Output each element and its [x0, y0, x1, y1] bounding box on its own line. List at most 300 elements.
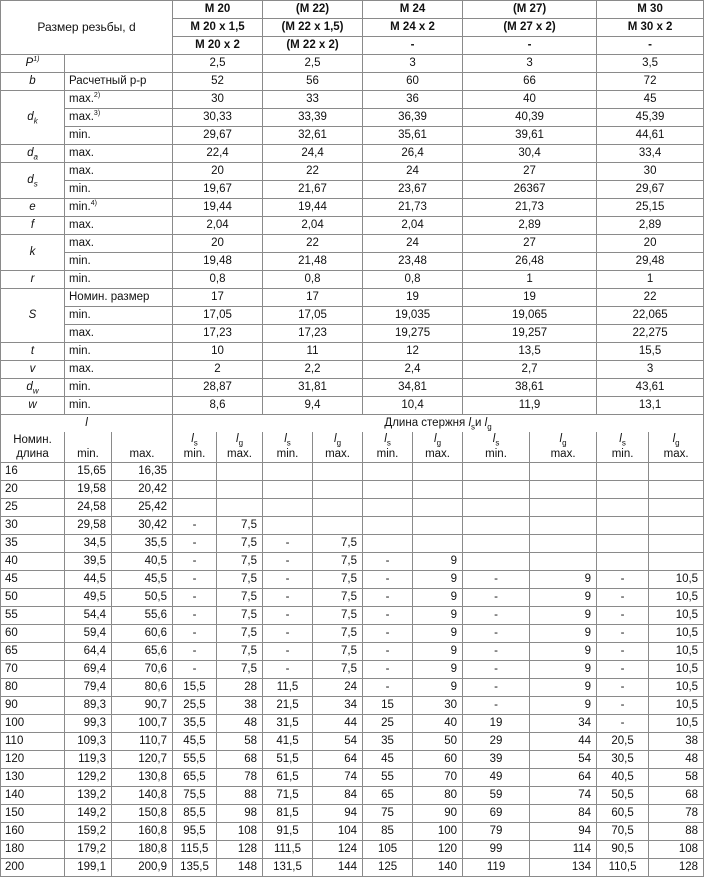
param-value: 2,2 [263, 361, 363, 379]
ls-min-value: 131,5 [263, 859, 313, 877]
size-col-4-r1: (M 27) [463, 1, 597, 19]
lg-max-value: 7,5 [217, 589, 263, 607]
ls-min-value: - [263, 643, 313, 661]
lg-max-value: 7,5 [217, 553, 263, 571]
nominal-length: 45 [1, 571, 65, 589]
param-symbol-text: b [29, 75, 36, 87]
param-value: 26,48 [463, 253, 597, 271]
param-desc [65, 325, 173, 343]
param-symbol-text: S [28, 309, 37, 321]
length-min: 89,3 [65, 697, 112, 715]
ls-min-value [463, 481, 530, 499]
ls-min-value: - [263, 589, 313, 607]
nominal-length: 20 [1, 481, 65, 499]
length-row [1, 733, 704, 751]
param-desc [65, 343, 173, 361]
ls-min-value: - [173, 535, 217, 553]
length-max-header: max. [112, 432, 173, 463]
length-max: 110,7 [112, 733, 173, 751]
param-row [1, 343, 704, 361]
param-desc [65, 307, 173, 325]
length-max: 70,6 [112, 661, 173, 679]
l-sub: g [562, 438, 567, 448]
param-desc-text: max. [69, 327, 94, 339]
lg-max-value: 10,5 [649, 679, 704, 697]
param-desc-sup: 4) [90, 200, 97, 208]
ls-min-value: - [263, 607, 313, 625]
param-desc [65, 181, 173, 199]
lg-max-value: 10,5 [649, 607, 704, 625]
limit-label: min. [183, 448, 206, 460]
param-value: 2,89 [463, 217, 597, 235]
ls-min-value: 91,5 [263, 823, 313, 841]
length-min: 199,1 [65, 859, 112, 877]
lg-max-value: 24 [313, 679, 363, 697]
ls-min-value: 70,5 [597, 823, 649, 841]
ls-min-value: 60,5 [597, 805, 649, 823]
l-sub: s [495, 438, 500, 448]
lg-max-value: 140 [413, 859, 463, 877]
param-value: 10,4 [363, 397, 463, 415]
param-value: 13,1 [597, 397, 704, 415]
param-value: 2,5 [173, 55, 263, 73]
ls-min-value: - [463, 661, 530, 679]
param-symbol-text: k [29, 246, 36, 258]
lg-max-value [649, 517, 704, 535]
param-value: 52 [173, 73, 263, 91]
ls-min-value [263, 517, 313, 535]
lg-max-value: 9 [530, 571, 597, 589]
param-desc-text: max. [69, 219, 94, 231]
length-max: 65,6 [112, 643, 173, 661]
l-symbol: l [334, 433, 337, 445]
param-row [1, 163, 704, 181]
lg-max-value: 64 [313, 751, 363, 769]
param-value: 17,23 [173, 325, 263, 343]
lg-max-value: 9 [530, 643, 597, 661]
lg-max-value: 84 [530, 805, 597, 823]
param-desc [65, 73, 173, 91]
param-desc-text: max. [69, 363, 94, 375]
ls-min-value: - [597, 643, 649, 661]
lg-max-value: 60 [413, 751, 463, 769]
ls-min-value: 90,5 [597, 841, 649, 859]
ls-min-value: - [463, 679, 530, 697]
param-symbol [1, 199, 65, 217]
param-row [1, 127, 704, 145]
ls-min-value [597, 517, 649, 535]
lg-max-value: 74 [313, 769, 363, 787]
param-value: 29,48 [597, 253, 704, 271]
param-value: 0,8 [363, 271, 463, 289]
length-max: 20,42 [112, 481, 173, 499]
ls-min-value [463, 553, 530, 571]
param-value: 0,8 [263, 271, 363, 289]
size-col-5-r2: M 30 x 2 [597, 19, 704, 37]
size-col-3-r3: - [363, 37, 463, 55]
param-desc [65, 271, 173, 289]
length-max: 90,7 [112, 697, 173, 715]
param-desc [65, 163, 173, 181]
param-value: 40,39 [463, 109, 597, 127]
param-value: 20 [173, 163, 263, 181]
lg-max-value: 144 [313, 859, 363, 877]
ls-min-value: 71,5 [263, 787, 313, 805]
ls-min-value: - [463, 571, 530, 589]
length-max: 55,6 [112, 607, 173, 625]
lg-max-value: 9 [530, 661, 597, 679]
l-sub: s [286, 438, 291, 448]
ls-min-value: 111,5 [263, 841, 313, 859]
size-col-2-r3: (M 22 x 2) [263, 37, 363, 55]
lg-max-value: 128 [217, 841, 263, 859]
ls-min-value: 50,5 [597, 787, 649, 805]
param-value: 19,035 [363, 307, 463, 325]
ls-min-value [173, 481, 217, 499]
ls-min-value: - [173, 553, 217, 571]
nominal-length: 160 [1, 823, 65, 841]
param-value: 24,4 [263, 145, 363, 163]
param-row [1, 253, 704, 271]
param-value: 17,23 [263, 325, 363, 343]
lg-max-value [530, 517, 597, 535]
param-value: 2,5 [263, 55, 363, 73]
lg-max-value: 9 [530, 679, 597, 697]
lg-max-value [413, 517, 463, 535]
size-col-5-r3: - [597, 37, 704, 55]
ls-min-value: 30,5 [597, 751, 649, 769]
lg-max-value: 9 [413, 661, 463, 679]
param-desc-text: max. [69, 165, 94, 177]
length-row [1, 841, 704, 859]
ls-min-value: - [463, 643, 530, 661]
param-symbol [1, 55, 65, 73]
ls-min-value: 85,5 [173, 805, 217, 823]
param-symbol-text: v [29, 363, 36, 375]
lg-max-value: 7,5 [313, 571, 363, 589]
lg-max-value: 48 [649, 751, 704, 769]
l-sub: g [336, 438, 342, 448]
ls-min-value [463, 535, 530, 553]
param-value: 23,48 [363, 253, 463, 271]
lg-max-value: 128 [649, 859, 704, 877]
param-value: 23,67 [363, 181, 463, 199]
length-row [1, 787, 704, 805]
nominal-length: 80 [1, 679, 65, 697]
param-value: 21,48 [263, 253, 363, 271]
lg-max-value [649, 499, 704, 517]
lg-max-value: 9 [413, 607, 463, 625]
param-row [1, 397, 704, 415]
ls-min-value: 99 [463, 841, 530, 859]
ls-min-value: 40,5 [597, 769, 649, 787]
length-row [1, 553, 704, 571]
lg-max-value [313, 481, 363, 499]
ls-min-value: - [363, 661, 413, 679]
limit-label: min. [376, 448, 399, 460]
param-value: 19,257 [463, 325, 597, 343]
length-max: 45,5 [112, 571, 173, 589]
ls-min-value: 29 [463, 733, 530, 751]
ls-min-value: - [597, 571, 649, 589]
lg-max-value: 48 [217, 715, 263, 733]
length-max: 40,5 [112, 553, 173, 571]
param-value: 35,61 [363, 127, 463, 145]
ls-min-value: - [263, 571, 313, 589]
param-desc-text: Номин. размер [69, 291, 150, 303]
ls-min-value: - [263, 553, 313, 571]
size-col-3-r2: M 24 x 2 [363, 19, 463, 37]
lg-max-value: 7,5 [313, 661, 363, 679]
lg-max-value: 74 [530, 787, 597, 805]
length-max: 60,6 [112, 625, 173, 643]
length-max: 130,8 [112, 769, 173, 787]
lg-max-value: 7,5 [313, 553, 363, 571]
param-value: 13,5 [463, 343, 597, 361]
ls-min-value [597, 481, 649, 499]
length-min: 44,5 [65, 571, 112, 589]
ls-min-value [597, 499, 649, 517]
size-col-1-r2: M 20 x 1,5 [173, 19, 263, 37]
l-symbol: l [619, 433, 622, 445]
l-symbol: l [284, 433, 287, 445]
param-value: 2,7 [463, 361, 597, 379]
param-value: 22,4 [173, 145, 263, 163]
param-value: 30,4 [463, 145, 597, 163]
ls-min-value [263, 463, 313, 481]
nominal-length: 50 [1, 589, 65, 607]
param-value: 38,61 [463, 379, 597, 397]
length-max: 25,42 [112, 499, 173, 517]
ls-min-value: 85 [363, 823, 413, 841]
ls-min-value: - [173, 571, 217, 589]
param-value: 12 [363, 343, 463, 361]
param-value: 28,87 [173, 379, 263, 397]
param-row [1, 73, 704, 91]
lg-max-value: 28 [217, 679, 263, 697]
lg-max-value: 9 [413, 589, 463, 607]
param-symbol-text: f [30, 219, 35, 231]
ls-min-value: 39 [463, 751, 530, 769]
param-value: 1 [597, 271, 704, 289]
shank-length-title-pre: Длина стержня [384, 417, 469, 429]
ls-header [597, 432, 649, 463]
l-sub: s [621, 438, 626, 448]
param-value: 24 [363, 235, 463, 253]
param-symbol [1, 397, 65, 415]
param-symbol [1, 217, 65, 235]
ls-min-value: - [463, 589, 530, 607]
length-min: 64,4 [65, 643, 112, 661]
l-symbol: l [236, 433, 239, 445]
param-value: 26,4 [363, 145, 463, 163]
length-min: 24,58 [65, 499, 112, 517]
param-row [1, 325, 704, 343]
thread-size-header: Размер резьбы, d [1, 1, 173, 55]
ls-min-value: 119 [463, 859, 530, 877]
length-row [1, 715, 704, 733]
lg-header [217, 432, 263, 463]
nominal-length: 65 [1, 643, 65, 661]
param-symbol-sup: 1) [33, 56, 40, 64]
param-desc-text: max. [69, 93, 94, 105]
l-symbol: l [191, 433, 194, 445]
lg-max-value: 108 [649, 841, 704, 859]
param-desc-text: min. [69, 183, 91, 195]
param-symbol [1, 73, 65, 91]
param-desc-text: min. [69, 345, 91, 357]
lg-max-value: 30 [413, 697, 463, 715]
nominal-length: 100 [1, 715, 65, 733]
param-symbol [1, 163, 65, 199]
param-desc-text: min. [69, 399, 91, 411]
lg-max-value: 9 [530, 607, 597, 625]
length-max: 120,7 [112, 751, 173, 769]
ls-min-value: - [173, 607, 217, 625]
param-value: 29,67 [173, 127, 263, 145]
ls-min-value: - [363, 625, 413, 643]
param-value: 3,5 [597, 55, 704, 73]
lg-max-value: 148 [217, 859, 263, 877]
length-min: 79,4 [65, 679, 112, 697]
param-value: 44,61 [597, 127, 704, 145]
param-value: 43,61 [597, 379, 704, 397]
ls-min-value: 15 [363, 697, 413, 715]
length-min: 129,2 [65, 769, 112, 787]
length-row [1, 463, 704, 481]
length-min: 99,3 [65, 715, 112, 733]
lg-max-value: 7,5 [217, 625, 263, 643]
size-col-3-r1: M 24 [363, 1, 463, 19]
nominal-length: 180 [1, 841, 65, 859]
lg-max-value [530, 481, 597, 499]
param-row [1, 145, 704, 163]
ls-min-value: 79 [463, 823, 530, 841]
ls-min-value: 35,5 [173, 715, 217, 733]
ls-min-value: 45,5 [173, 733, 217, 751]
param-value: 32,61 [263, 127, 363, 145]
param-value: 56 [263, 73, 363, 91]
ls-min-value: 135,5 [173, 859, 217, 877]
ls-min-value [597, 535, 649, 553]
ls-min-value [363, 463, 413, 481]
lg-max-value [413, 499, 463, 517]
param-desc-text: min. [69, 255, 91, 267]
ls-min-value [173, 463, 217, 481]
param-value: 45 [597, 91, 704, 109]
param-row [1, 361, 704, 379]
nominal-length: 25 [1, 499, 65, 517]
param-value: 0,8 [173, 271, 263, 289]
ls-min-value: - [597, 697, 649, 715]
param-value: 3 [363, 55, 463, 73]
lg-max-value: 7,5 [217, 517, 263, 535]
param-desc [65, 217, 173, 235]
lg-max-value: 94 [530, 823, 597, 841]
ls-min-value: - [363, 679, 413, 697]
param-value: 21,67 [263, 181, 363, 199]
param-value: 20 [173, 235, 263, 253]
param-desc-text: min. [69, 309, 91, 321]
param-value: 19 [463, 289, 597, 307]
param-value: 20 [597, 235, 704, 253]
param-value: 17 [173, 289, 263, 307]
length-row [1, 607, 704, 625]
param-value: 2,89 [597, 217, 704, 235]
nominal-length: 120 [1, 751, 65, 769]
ls-min-value: 21,5 [263, 697, 313, 715]
ls-min-value: - [173, 625, 217, 643]
lg-max-value: 10,5 [649, 697, 704, 715]
ls-min-value [363, 535, 413, 553]
ls-min-value: 75 [363, 805, 413, 823]
param-desc [65, 397, 173, 415]
param-value: 17,05 [263, 307, 363, 325]
length-row [1, 625, 704, 643]
lg-max-value: 7,5 [313, 607, 363, 625]
param-desc [65, 109, 173, 127]
length-min: 19,58 [65, 481, 112, 499]
lg-max-value [649, 481, 704, 499]
ls-min-value: 49 [463, 769, 530, 787]
lg-header [313, 432, 363, 463]
param-desc-text: max. [69, 111, 94, 123]
lg-max-value: 50 [413, 733, 463, 751]
lg-max-value [649, 553, 704, 571]
lg-max-value: 100 [413, 823, 463, 841]
lg-max-value: 94 [313, 805, 363, 823]
param-value: 17 [263, 289, 363, 307]
limit-label: max. [425, 448, 450, 460]
ls-min-value: 65,5 [173, 769, 217, 787]
param-value: 33,4 [597, 145, 704, 163]
param-desc [65, 91, 173, 109]
l-sub: s [193, 438, 198, 448]
param-value: 27 [463, 163, 597, 181]
param-symbol [1, 271, 65, 289]
length-min: 139,2 [65, 787, 112, 805]
param-row [1, 235, 704, 253]
lg-max-value: 40 [413, 715, 463, 733]
ls-min-value: - [363, 553, 413, 571]
lg-max-value: 38 [217, 697, 263, 715]
length-min: 69,4 [65, 661, 112, 679]
lg-max-value: 120 [413, 841, 463, 859]
length-max: 30,42 [112, 517, 173, 535]
ls-min-value: - [597, 661, 649, 679]
lg-max-value: 10,5 [649, 589, 704, 607]
length-min: 159,2 [65, 823, 112, 841]
lg-max-value: 9 [413, 553, 463, 571]
param-value: 33,39 [263, 109, 363, 127]
ls-min-value: 11,5 [263, 679, 313, 697]
length-min: 29,58 [65, 517, 112, 535]
lg-max-value: 9 [530, 625, 597, 643]
ls-symbol: l [468, 417, 471, 429]
length-max: 35,5 [112, 535, 173, 553]
lg-max-value [649, 463, 704, 481]
param-value: 25,15 [597, 199, 704, 217]
nominal-length: 90 [1, 697, 65, 715]
param-value: 24 [363, 163, 463, 181]
param-symbol-text: P [25, 57, 34, 69]
ls-min-value: 15,5 [173, 679, 217, 697]
param-symbol [1, 91, 65, 145]
length-row [1, 535, 704, 553]
lg-max-value [530, 553, 597, 571]
param-value: 36 [363, 91, 463, 109]
lg-max-value [313, 499, 363, 517]
